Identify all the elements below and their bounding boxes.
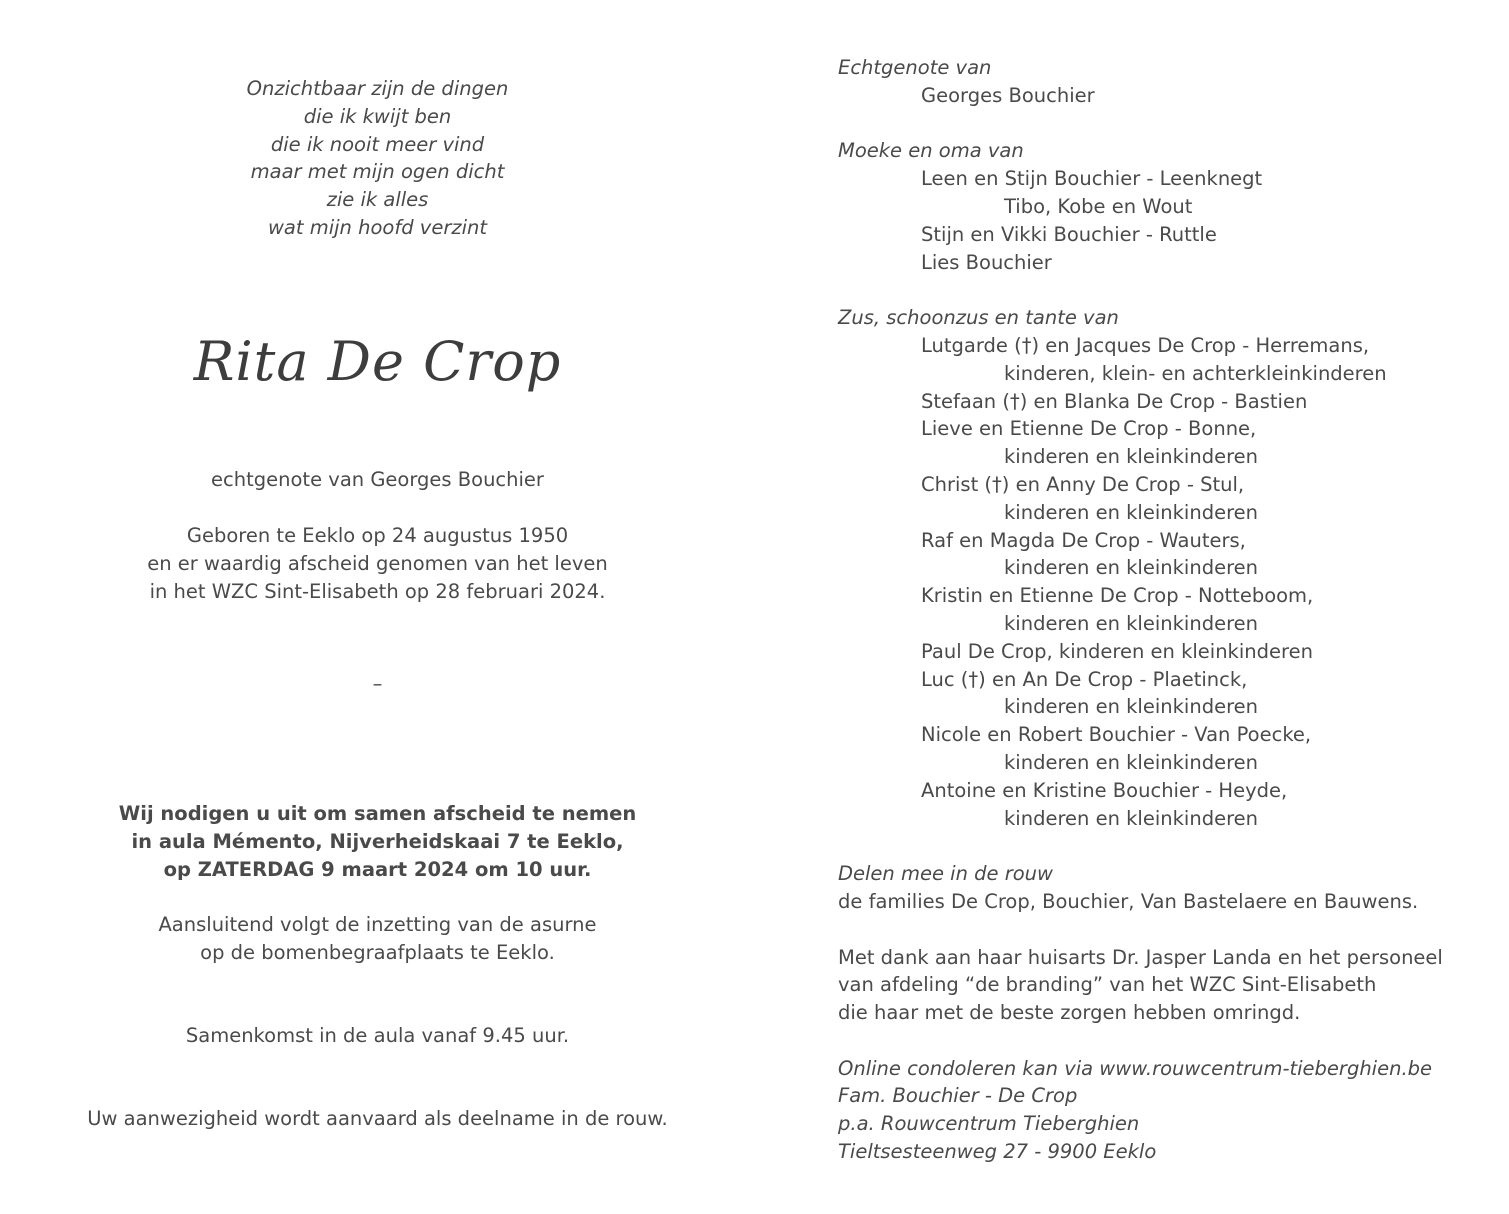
poem-line: zie ik alles [326, 188, 429, 212]
invitation-line: Wij nodigen u uit om samen afscheid te nemen [118, 802, 637, 825]
urn-line: Aansluitend volgt de inzetting van de asurne [158, 913, 597, 936]
address: Tieltsesteenweg 27 - 9900 Eeklo [838, 1140, 1157, 1164]
funeral-home: p.a. Rouwcentrum Tieberghien [838, 1112, 1140, 1136]
family-member-line: kinderen en kleinkinderen [1004, 556, 1259, 580]
family-member-line: Paul De Crop, kinderen en kleinkinderen [921, 639, 1313, 663]
family-member-line: Raf en Magda De Crop - Wauters, [921, 528, 1246, 552]
family-name: Fam. Bouchier - De Crop [838, 1084, 1078, 1108]
right-panel [838, 54, 1498, 1166]
spouse-line: echtgenote van Georges Bouchier [211, 468, 544, 491]
poem-line: wat mijn hoofd verzint [267, 215, 487, 239]
family-member-line: Lies Bouchier [921, 250, 1052, 274]
mourning-heading: Delen mee in de rouw [838, 862, 1053, 886]
poem [0, 75, 755, 242]
urn-info [0, 911, 755, 967]
condolence-link: Online condoleren kan via www.rouwcentrum-tieberghien.be [838, 1056, 1433, 1080]
invitation-line: in aula Mémento, Nijverheidskaai 7 te Eeklo, [131, 829, 624, 853]
family-member-line: Lutgarde (†) en Jacques De Crop - Herremans, [921, 333, 1370, 357]
children-heading: Moeke en oma van [838, 139, 1024, 163]
family-member-line: Kristin en Etienne De Crop - Notteboom, [921, 584, 1314, 608]
urn-line: op de bomenbegraafplaats te Eeklo. [200, 940, 555, 964]
poem-line: maar met mijn ogen dicht [250, 160, 505, 184]
contact-info [838, 1055, 1498, 1166]
family-member-line: Luc (†) en An De Crop - Plaetinck, [921, 667, 1248, 691]
family-member-line: kinderen en kleinkinderen [1004, 445, 1259, 469]
family-member-line: kinderen en kleinkinderen [1004, 611, 1259, 635]
birth-line: en er waardig afscheid genomen van het leven [147, 551, 608, 575]
birth-death-info [0, 522, 755, 605]
spouse-name: Georges Bouchier [921, 83, 1095, 107]
family-member-line: kinderen en kleinkinderen [1004, 750, 1259, 774]
family-member-line: kinderen, klein- en achterkleinkinderen [1004, 361, 1387, 385]
family-member-line: Lieve en Etienne De Crop - Bonne, [921, 417, 1257, 441]
poem-line: die ik kwijt ben [303, 104, 452, 128]
poem-line: die ik nooit meer vind [270, 132, 485, 156]
family-member-line: Stijn en Vikki Bouchier - Ruttle [921, 222, 1217, 246]
family-member-line: Stefaan (†) en Blanka De Crop - Bastien [921, 389, 1308, 413]
children-list [838, 165, 1498, 276]
deceased-name: Rita De Crop [193, 330, 562, 393]
family-member-line: kinderen en kleinkinderen [1004, 500, 1259, 524]
separator-dash: – [372, 672, 383, 695]
family-member-line: Christ (†) en Anny De Crop - Stul, [921, 472, 1245, 496]
presence-note: Uw aanwezigheid wordt aanvaard als deelname in de rouw. [87, 1107, 668, 1130]
birth-line: Geboren te Eeklo op 24 augustus 1950 [186, 524, 569, 547]
family-member-line: kinderen en kleinkinderen [1004, 695, 1259, 719]
family-member-line: Nicole en Robert Bouchier - Van Poecke, [921, 723, 1312, 747]
siblings-heading: Zus, schoonzus en tante van [838, 306, 1119, 330]
family-member-line: Tibo, Kobe en Wout [1004, 194, 1193, 218]
invitation [0, 800, 755, 883]
gathering-info: Samenkomst in de aula vanaf 9.45 uur. [185, 1024, 570, 1047]
family-member-line: Antoine en Kristine Bouchier - Heyde, [921, 778, 1288, 802]
poem-line: Onzichtbaar zijn de dingen [246, 77, 509, 100]
invitation-line: op ZATERDAG 9 maart 2024 om 10 uur. [163, 857, 592, 881]
siblings-list [838, 332, 1498, 832]
thanks-line: Met dank aan haar huisarts Dr. Jasper Landa en het personeel [838, 945, 1443, 969]
family-member-line: kinderen en kleinkinderen [1004, 806, 1259, 830]
thanks-line: van afdeling “de branding” van het WZC Sint-Elisabeth [838, 973, 1377, 997]
spouse-heading: Echtgenote van [838, 56, 992, 79]
thanks-note [838, 944, 1498, 1027]
mourning-families: de families De Crop, Bouchier, Van Bastelaere en Bauwens. [838, 889, 1419, 913]
thanks-line: die haar met de beste zorgen hebben omringd. [838, 1001, 1301, 1025]
birth-line: in het WZC Sint-Elisabeth op 28 februari 2024. [149, 579, 606, 603]
family-member-line: Leen en Stijn Bouchier - Leenknegt [921, 167, 1263, 191]
